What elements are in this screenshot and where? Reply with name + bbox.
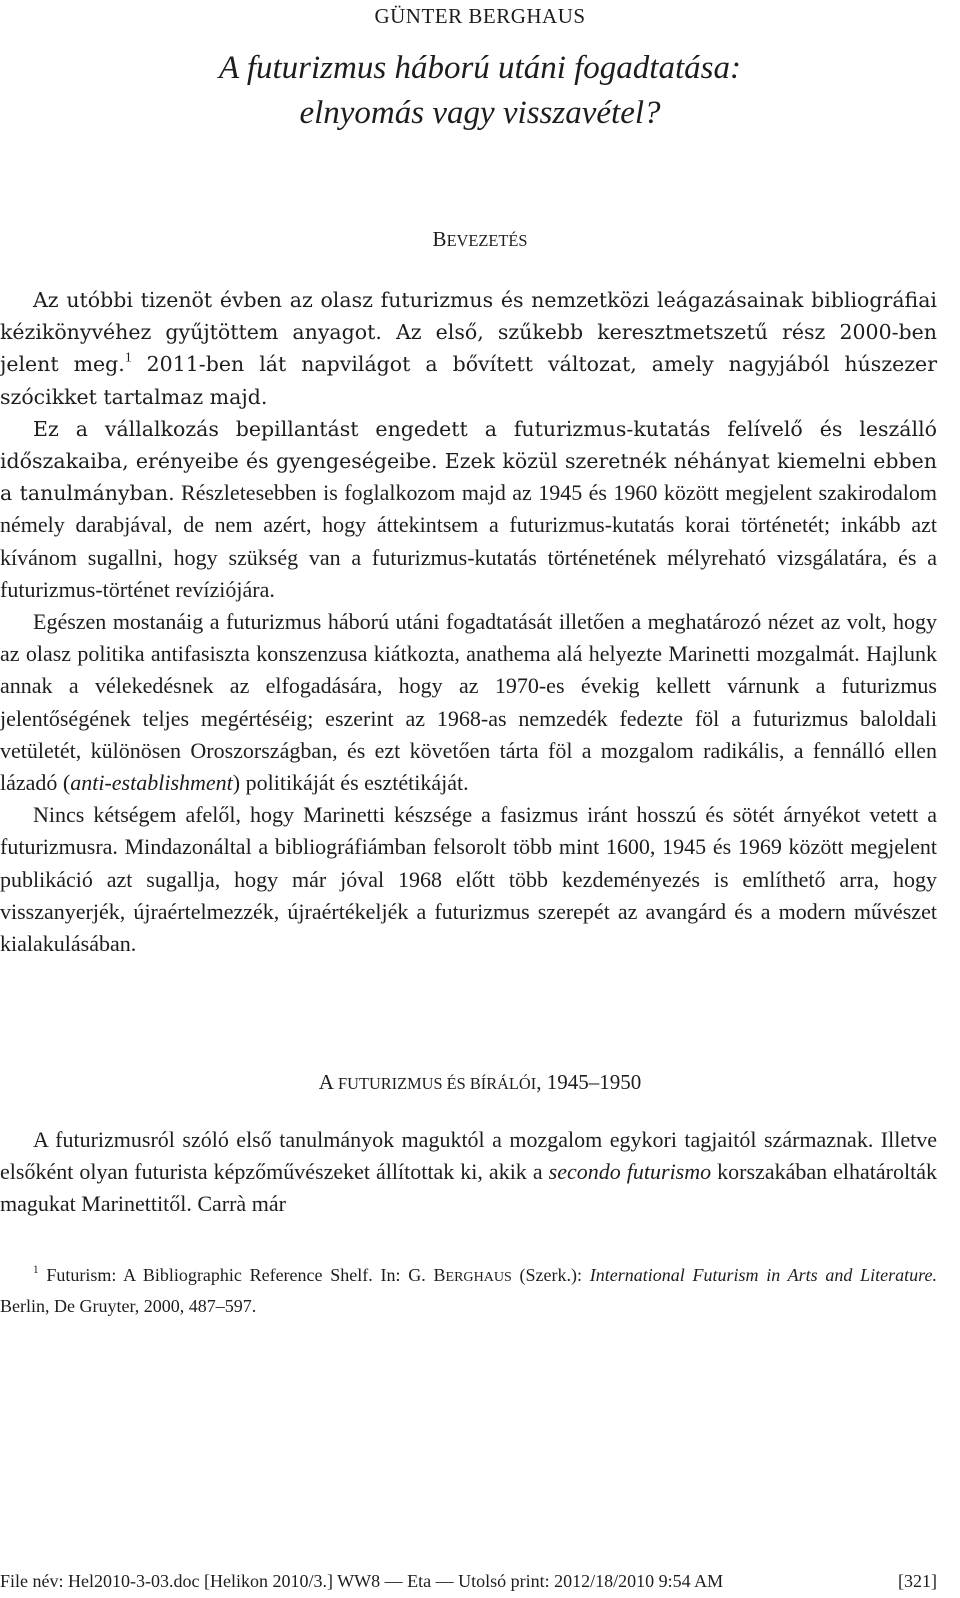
page-number: [321] [898, 1571, 937, 1591]
paragraph-3 [0, 606, 937, 799]
body-text-section-2 [0, 1124, 937, 1221]
footnote-text-a: Futurism: A Bibliographic Reference Shelf. In: G. B [38, 1265, 446, 1285]
footnote-1 [0, 1261, 937, 1321]
paragraph-4: Nincs kétségem afelől, hogy Marinetti készsége a fasizmus iránt hosszú és sötét árnyékot vetett a futurizmusra. Mindazonáltal a bibliográfiámban felsorolt több mint 1600, 1945 és 1969 között megjelent publikáció azt sugallja, hogy már jóval 1968 előtt több kezdeményezés is említhető arra, hogy visszanyerjék, újraértelmezzék, újraértékeljék a futurizmus szerepét az avangárd és a modern művészet kialakulásában. [0, 802, 937, 957]
footnote-reference[interactable]: 1 [124, 349, 132, 365]
article-title [0, 46, 960, 136]
paragraph-1-text-a: Az utóbbi tizenöt évben az olasz futurizmus és nemzetközi leágazásainak bibliográfiai kézikönyvéhez gyűjtöttem anyagot. Az első, szűkebb keresztmetszetű rész 2000-ben jelent meg. [0, 288, 937, 377]
heading-initial: B [432, 227, 447, 251]
footnote-smallcaps: ERGHAUS [445, 1269, 512, 1285]
paragraph-3-text-b: ) politikáját és esztétikáját. [232, 770, 469, 796]
heading-initial: A [318, 1070, 339, 1094]
footnote-text-b: (Szerk.): [511, 1265, 590, 1285]
paragraph-1-text-b: 2011-ben lát napvilágot a bővített változat, amely nagyjából húszezer szócikket tartalmaz majd. [0, 352, 937, 409]
heading-dates: , 1945–1950 [536, 1070, 642, 1094]
section-heading-introduction [0, 227, 960, 252]
page-footer [0, 1569, 937, 1593]
title-line-2: elnyomás vagy visszavétel? [299, 95, 661, 131]
paragraph-1 [0, 284, 937, 413]
paragraph-5-italic: secondo futurismo [548, 1159, 712, 1185]
section-heading-futurism-critics [0, 1070, 960, 1095]
paragraph-3-text-a: Egészen mostanáig a futurizmus háború utáni fogadtatását illetően a meghatározó nézet az volt, hogy az olasz politika antifasiszta konszenzusa kiátkozta, anathema alá helyezte Marinetti mozgalmát. Hajlunk annak a vélekedésnek az elfogadására, hogy az 1970-es évekig kellett várnunk a futurizmus jelentőségének teljes megértéséig; eszerint az 1968-as nemzedék fedezte föl a futurizmus baloldali vetületét, különösen Oroszországban, és ezt követően tárta föl a mozgalom radikális, a fennálló ellen lázadó ( [0, 609, 937, 796]
paragraph-5 [0, 1124, 937, 1221]
paragraph-5-text-a: A futurizmusról szóló első tanulmányok maguktól a mozgalom egykori tagjaitól származnak. Illetve elsőként olyan futurista képzőművészeket állítottak ki, akik a [0, 1127, 937, 1185]
paragraph-2-text-b: Részletesebben is foglalkozom majd az 1945 és 1960 között megjelent szakirodalom némely darabjával, de nem azért, hogy áttekintsem a futurizmus-kutatás korai történetét; inkább azt kívánom sugallni, hogy szükség van a futurizmus-kutatás történetének mélyreható vizsgálatára, és a futurizmus-történet revíziójára. [0, 480, 937, 602]
footer-file-info: File név: Hel2010-3-03.doc [Helikon 2010/3.] WW8 — Eta — Utolsó print: 2012/18/2010 9:54 AM [0, 1571, 724, 1591]
heading-smallcaps: EVEZETÉS [446, 231, 528, 250]
body-text-section-1 [0, 284, 937, 960]
footnote-text-c: Berlin, De Gruyter, 2000, 487–597. [0, 1296, 257, 1316]
author-name: GÜNTER BERGHAUS [374, 4, 586, 28]
paragraph-3-italic: anti-establishment [70, 770, 233, 796]
footnote-number: 1 [33, 1264, 39, 1277]
footnote-italic-title: International Futurism in Arts and Literature. [589, 1265, 937, 1285]
paragraph-2-text-a: Ez a vállalkozás bepillantást engedett a futurizmus-kutatás felívelő és leszálló időszakaiba, erényeibe és gyengeségeibe. Ezek közül szeretnék néhányat kiemelni ebben a tanulmányban. [0, 416, 937, 506]
heading-smallcaps: FUTURIZMUS ÉS BÍRÁLÓI [338, 1074, 537, 1093]
paragraph-2 [0, 413, 937, 606]
title-line-1: A futurizmus háború utáni fogadtatása: [219, 50, 741, 86]
paragraph-5-text-b: korszakában elhatárolták magukat Marinettitől. Carrà már [0, 1159, 937, 1217]
